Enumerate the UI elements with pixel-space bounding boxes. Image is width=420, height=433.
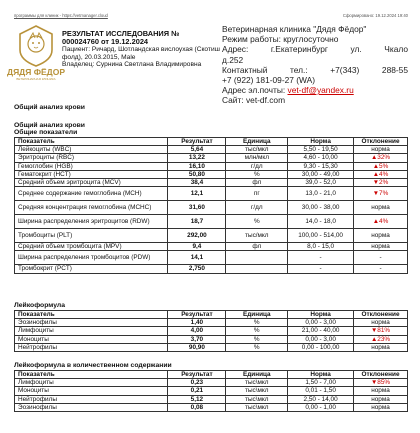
cell-deviation: норма: [354, 146, 408, 154]
col-indicator: Показатель: [15, 311, 168, 319]
cell-norm: 39,0 - 52,0: [288, 179, 354, 187]
report-title-line2: 000024760 от 19.12.2024: [62, 37, 149, 46]
table-row: [15, 319, 408, 327]
cell-unit: [226, 251, 288, 265]
cell-indicator: Средняя концентрация гемоглобина (MCHC): [15, 201, 168, 215]
col-indicator: Показатель: [15, 371, 168, 379]
cell-norm: 30,00 - 49,00: [288, 170, 354, 178]
cell-deviation: -: [354, 265, 408, 273]
table-row: [15, 335, 408, 343]
cell-result: 12,1: [168, 187, 226, 201]
cell-norm: 21,00 - 40,00: [288, 327, 354, 335]
cell-deviation: ▼85%: [354, 379, 408, 387]
cell-deviation: ▲4%: [354, 215, 408, 229]
table-row: [15, 201, 408, 215]
cell-indicator: Средний объем эритроцита (MCV): [15, 179, 168, 187]
table-row: [15, 343, 408, 351]
cell-unit: %: [226, 335, 288, 343]
svg-text:ДЯДЯ ФЁДОР: ДЯДЯ ФЁДОР: [7, 67, 65, 77]
sub-heading-2: Общие показатели: [14, 129, 78, 136]
clinic-name: Ветеринарная клиника "Дядя Фёдор": [222, 24, 367, 34]
cell-deviation: норма: [354, 395, 408, 403]
email-link[interactable]: vet-df@yandex.ru: [287, 85, 354, 96]
table-row: [15, 395, 408, 403]
cell-norm: 30,00 - 38,00: [288, 201, 354, 215]
generated-timestamp: Сформировано: 19.12.2024 19:40: [342, 13, 408, 18]
cell-indicator: Эозинофилы: [15, 319, 168, 327]
table-header-row: [15, 371, 408, 379]
clinic-email: Адрес эл.почты: vet-df@yandex.ru: [222, 85, 354, 96]
cell-result: 18,7: [168, 215, 226, 229]
cell-deviation: норма: [354, 229, 408, 243]
svg-text:ВЕТЕРИНАРНАЯ КЛИНИКА: ВЕТЕРИНАРНАЯ КЛИНИКА: [16, 77, 56, 81]
cell-indicator: Лимфоциты: [15, 379, 168, 387]
table-row: [15, 187, 408, 201]
cell-result: 38,4: [168, 179, 226, 187]
col-result: Результат: [168, 371, 226, 379]
cell-result: 31,60: [168, 201, 226, 215]
clinic-logo: [7, 24, 65, 82]
table-row: [15, 243, 408, 251]
cell-unit: %: [226, 327, 288, 335]
table-row: [15, 179, 408, 187]
col-unit: Единица: [226, 371, 288, 379]
col-deviation: Отклонение: [354, 138, 408, 146]
cell-result: 16,10: [168, 162, 226, 170]
cell-norm: 0,00 - 100,00: [288, 343, 354, 351]
cell-indicator: Среднее содержание гемоглобина (MCH): [15, 187, 168, 201]
table-row: [15, 379, 408, 387]
cell-deviation: ▲32%: [354, 154, 408, 162]
cell-unit: %: [226, 343, 288, 351]
cell-deviation: норма: [354, 201, 408, 215]
cell-indicator: Эритроциты (RBC): [15, 154, 168, 162]
cell-unit: %: [226, 319, 288, 327]
clinic-address: Адрес: г.Екатеринбург ул. Чкало: [222, 44, 408, 55]
cell-indicator: Моноциты: [15, 335, 168, 343]
cell-unit: %: [226, 215, 288, 229]
table-row: [15, 146, 408, 154]
col-deviation: Отклонение: [354, 311, 408, 319]
clinic-address-cont: д.252: [222, 54, 244, 65]
leuko-heading: Лейкоформула: [14, 302, 65, 309]
sub-heading-1: Общий анализ крови: [14, 122, 85, 129]
source-link[interactable]: программы для клиник - https://vetmanager.cloud: [14, 13, 108, 18]
cell-deviation: норма: [354, 243, 408, 251]
cell-indicator: Нейтрофилы: [15, 343, 168, 351]
cell-deviation: ▼7%: [354, 187, 408, 201]
col-norm: Норма: [288, 311, 354, 319]
cell-norm: 0,01 - 1,50: [288, 387, 354, 395]
col-result: Результат: [168, 138, 226, 146]
cell-result: 0,08: [168, 403, 226, 411]
cell-indicator: Лимфоциты: [15, 327, 168, 335]
cell-unit: тыс\мкл: [226, 379, 288, 387]
clinic-site: Сайт: vet-df.com: [222, 95, 286, 106]
cell-unit: тыс\мкл: [226, 387, 288, 395]
cell-norm: 0,00 - 3,00: [288, 335, 354, 343]
patient-info: Пациент: Ричард, Шотландская вислоухая (Скотиш фолд), 20.03.2015, Male: [62, 46, 220, 61]
cell-norm: 2,50 - 14,00: [288, 395, 354, 403]
table-row: [15, 327, 408, 335]
col-unit: Единица: [226, 311, 288, 319]
cell-indicator: Эозинофилы: [15, 403, 168, 411]
cell-deviation: норма: [354, 387, 408, 395]
cell-deviation: норма: [354, 319, 408, 327]
cell-deviation: ▼2%: [354, 179, 408, 187]
cell-result: 5,12: [168, 395, 226, 403]
col-deviation: Отклонение: [354, 371, 408, 379]
cell-deviation: ▲4%: [354, 170, 408, 178]
cell-norm: 9,30 - 15,30: [288, 162, 354, 170]
cell-norm: 0,00 - 3,00: [288, 319, 354, 327]
col-norm: Норма: [288, 371, 354, 379]
cell-deviation: ▲23%: [354, 335, 408, 343]
cell-deviation: -: [354, 251, 408, 265]
cell-indicator: Ширина распределения тромбоцитов (PDW): [15, 251, 168, 265]
col-indicator: Показатель: [15, 138, 168, 146]
cell-unit: %: [226, 170, 288, 178]
cell-unit: фл: [226, 179, 288, 187]
cell-unit: тыс/мкл: [226, 229, 288, 243]
general-table: [14, 137, 408, 274]
cell-norm: 100,00 - 514,00: [288, 229, 354, 243]
table-row: [15, 162, 408, 170]
report-title-line1: РЕЗУЛЬТАТ ИССЛЕДОВАНИЯ №: [62, 29, 180, 38]
table-header-row: [15, 311, 408, 319]
cell-result: 4,00: [168, 327, 226, 335]
cell-norm: 1,50 - 7,00: [288, 379, 354, 387]
clinic-info: [222, 24, 408, 106]
cell-result: 1,40: [168, 319, 226, 327]
cell-norm: 4,60 - 10,00: [288, 154, 354, 162]
cell-unit: [226, 265, 288, 273]
table-row: [15, 265, 408, 273]
cell-indicator: Ширина распределения эритроцитов (RDW): [15, 215, 168, 229]
cell-result: 9,4: [168, 243, 226, 251]
cell-deviation: норма: [354, 403, 408, 411]
cell-unit: фл: [226, 243, 288, 251]
cell-norm: 5,50 - 19,50: [288, 146, 354, 154]
cell-unit: тыс/мкл: [226, 146, 288, 154]
cell-unit: тыс\мкл: [226, 395, 288, 403]
clinic-phone-cont: +7 (922) 181-09-27 (WA): [222, 75, 316, 86]
col-norm: Норма: [288, 138, 354, 146]
clinic-hours: Режим работы: круглосуточно: [222, 34, 339, 45]
logo-emblem-icon: [7, 24, 65, 82]
cell-norm: 13,0 - 21,0: [288, 187, 354, 201]
cell-result: 3,70: [168, 335, 226, 343]
cell-indicator: Лейкоциты (WBC): [15, 146, 168, 154]
table-row: [15, 229, 408, 243]
table-row: [15, 215, 408, 229]
clinic-phone: Контактный тел.: +7(343) 288-55: [222, 64, 408, 75]
cell-result: 292,00: [168, 229, 226, 243]
cell-indicator: Гематокрит (HCT): [15, 170, 168, 178]
report-header: [62, 30, 222, 69]
cell-result: 0,23: [168, 379, 226, 387]
main-heading: Общий анализ крови: [14, 104, 85, 111]
cell-result: 50,80: [168, 170, 226, 178]
cell-indicator: Тромбокрит (PCT): [15, 265, 168, 273]
cell-result: 90,90: [168, 343, 226, 351]
cell-deviation: норма: [354, 343, 408, 351]
cell-unit: млн/мкл: [226, 154, 288, 162]
owner-info: Владелец: Сурнина Светлана Владимировна: [62, 61, 202, 69]
cell-result: 14,1: [168, 251, 226, 265]
cell-norm: 14,0 - 18,0: [288, 215, 354, 229]
cell-indicator: Тромбоциты (PLT): [15, 229, 168, 243]
cell-indicator: Средний объем тромбоцита (MPV): [15, 243, 168, 251]
cell-norm: 0,00 - 1,00: [288, 403, 354, 411]
table-row: [15, 403, 408, 411]
cell-indicator: Гемоглобин (HGB): [15, 162, 168, 170]
cell-norm: -: [288, 251, 354, 265]
col-unit: Единица: [226, 138, 288, 146]
cell-norm: -: [288, 265, 354, 273]
cell-indicator: Нейтрофилы: [15, 395, 168, 403]
cell-deviation: ▲5%: [354, 162, 408, 170]
cell-result: 0,21: [168, 387, 226, 395]
table-row: [15, 387, 408, 395]
table-row: [15, 170, 408, 178]
cell-unit: пг: [226, 187, 288, 201]
leuko-abs-heading: Лейкоформула в количественном содержании: [14, 362, 172, 369]
cell-unit: тыс\мкл: [226, 403, 288, 411]
leuko-abs-table: [14, 370, 408, 412]
cell-result: 5,64: [168, 146, 226, 154]
cell-unit: г/дл: [226, 201, 288, 215]
cell-deviation: ▼81%: [354, 327, 408, 335]
cell-norm: 8,0 - 15,0: [288, 243, 354, 251]
cell-result: 13,22: [168, 154, 226, 162]
cell-unit: г/дл: [226, 162, 288, 170]
cell-result: 2,750: [168, 265, 226, 273]
table-row: [15, 154, 408, 162]
table-header-row: [15, 138, 408, 146]
leuko-table: [14, 310, 408, 352]
cell-indicator: Моноциты: [15, 387, 168, 395]
col-result: Результат: [168, 311, 226, 319]
table-row: [15, 251, 408, 265]
